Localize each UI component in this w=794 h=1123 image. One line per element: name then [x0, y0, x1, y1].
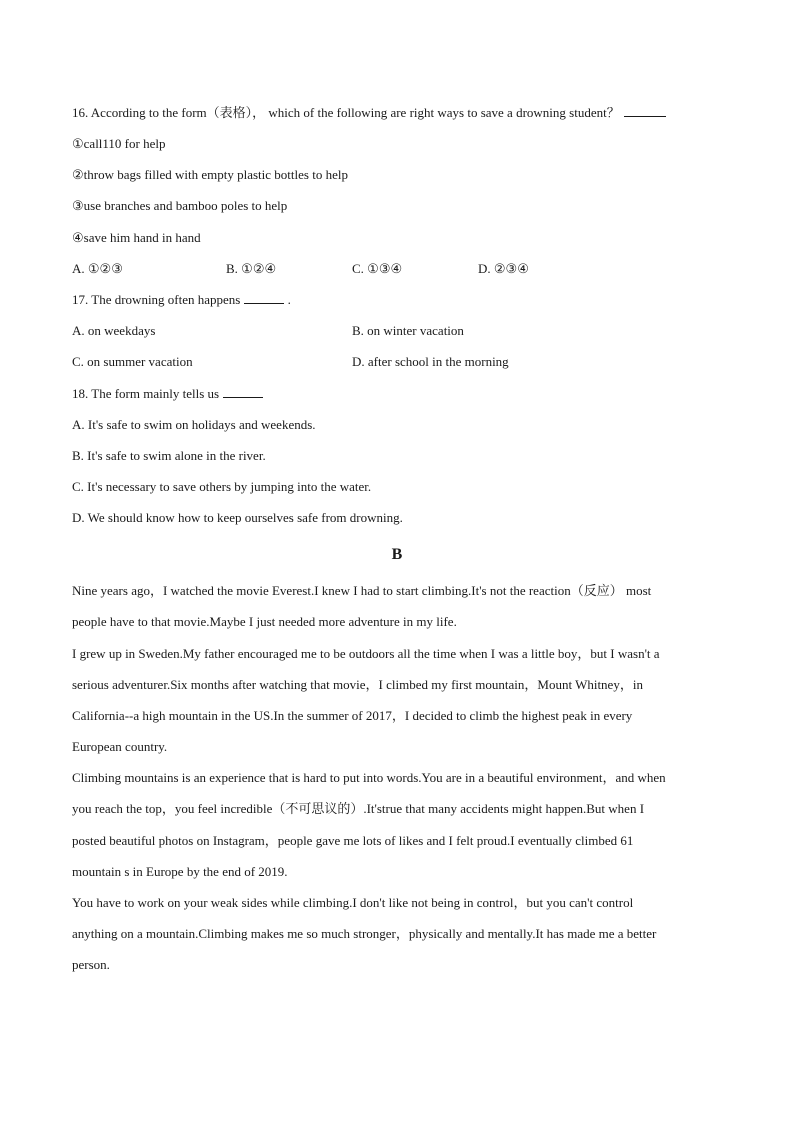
q18-option-b: B. It's safe to swim alone in the river. [72, 448, 266, 463]
q16-option-b: B. ①②④ [226, 261, 277, 276]
passage-line: anything on a mountain.Climbing makes me so much stronger，physically and mentally.It has made me a better [72, 926, 657, 941]
passage-line: Nine years ago，I watched the movie Everest.I knew I had to start climbing.It's not the reaction（反应） most [72, 583, 652, 598]
question-18-text: 18. The form mainly tells us [72, 386, 220, 401]
passage-line: person. [72, 957, 110, 972]
q18-option-c: C. It's necessary to save others by jumping into the water. [72, 479, 372, 494]
passage-line: I grew up in Sweden.My father encouraged me to be outdoors all the time when I was a little boy，but I wasn't a [72, 646, 660, 661]
answer-blank [624, 104, 666, 117]
q18-option-a: A. It's safe to swim on holidays and weekends. [72, 417, 316, 432]
q16-option-d: D. ②③④ [478, 261, 529, 276]
passage-line: Climbing mountains is an experience that is hard to put into words.You are in a beautiful environment，and when [72, 770, 666, 785]
passage-line: people have to that movie.Maybe I just needed more adventure in my life. [72, 614, 457, 629]
question-18-stem [72, 385, 263, 403]
question-17-end: . [287, 292, 291, 307]
passage-line: You have to work on your weak sides while climbing.I don't like not being in control，but you can't control [72, 895, 634, 910]
passage-line: serious adventurer.Six months after watching that movie，I climbed my first mountain，Mount Whitney，in [72, 677, 643, 692]
passage-line: you reach the top，you feel incredible（不可思议的）.It'strue that many accidents might happen.But when I [72, 801, 645, 816]
q16-item-1: ①call110 for help [72, 136, 166, 151]
q18-option-d: D. We should know how to keep ourselves safe from drowning. [72, 510, 403, 525]
q17-option-b: B. on winter vacation [352, 323, 464, 338]
answer-blank [223, 385, 263, 398]
q16-option-a: A. ①②③ [72, 261, 123, 276]
passage-line: mountain s in Europe by the end of 2019. [72, 864, 288, 879]
answer-blank [244, 291, 284, 304]
passage-line: California--a high mountain in the US.In the summer of 2017，I decided to climb the highest peak in every [72, 708, 633, 723]
question-17-text: 17. The drowning often happens [72, 292, 241, 307]
question-17-stem [72, 291, 291, 309]
passage-line: European country. [72, 739, 168, 754]
q16-item-4: ④save him hand in hand [72, 230, 201, 245]
q17-option-c: C. on summer vacation [72, 354, 193, 369]
q17-option-d: D. after school in the morning [352, 354, 509, 369]
section-heading: B [391, 546, 403, 563]
q16-item-2: ②throw bags filled with empty plastic bottles to help [72, 167, 348, 182]
question-16-stem [72, 104, 666, 122]
q17-option-a: A. on weekdays [72, 323, 156, 338]
passage-line: posted beautiful photos on Instagram，people gave me lots of likes and I felt proud.I eventually climbed 61 [72, 833, 634, 848]
question-16-text: 16. According to the form（表格）， which of the following are right ways to save a drowning student？ [72, 105, 620, 120]
q16-item-3: ③use branches and bamboo poles to help [72, 198, 288, 213]
q16-option-c: C. ①③④ [352, 261, 403, 276]
